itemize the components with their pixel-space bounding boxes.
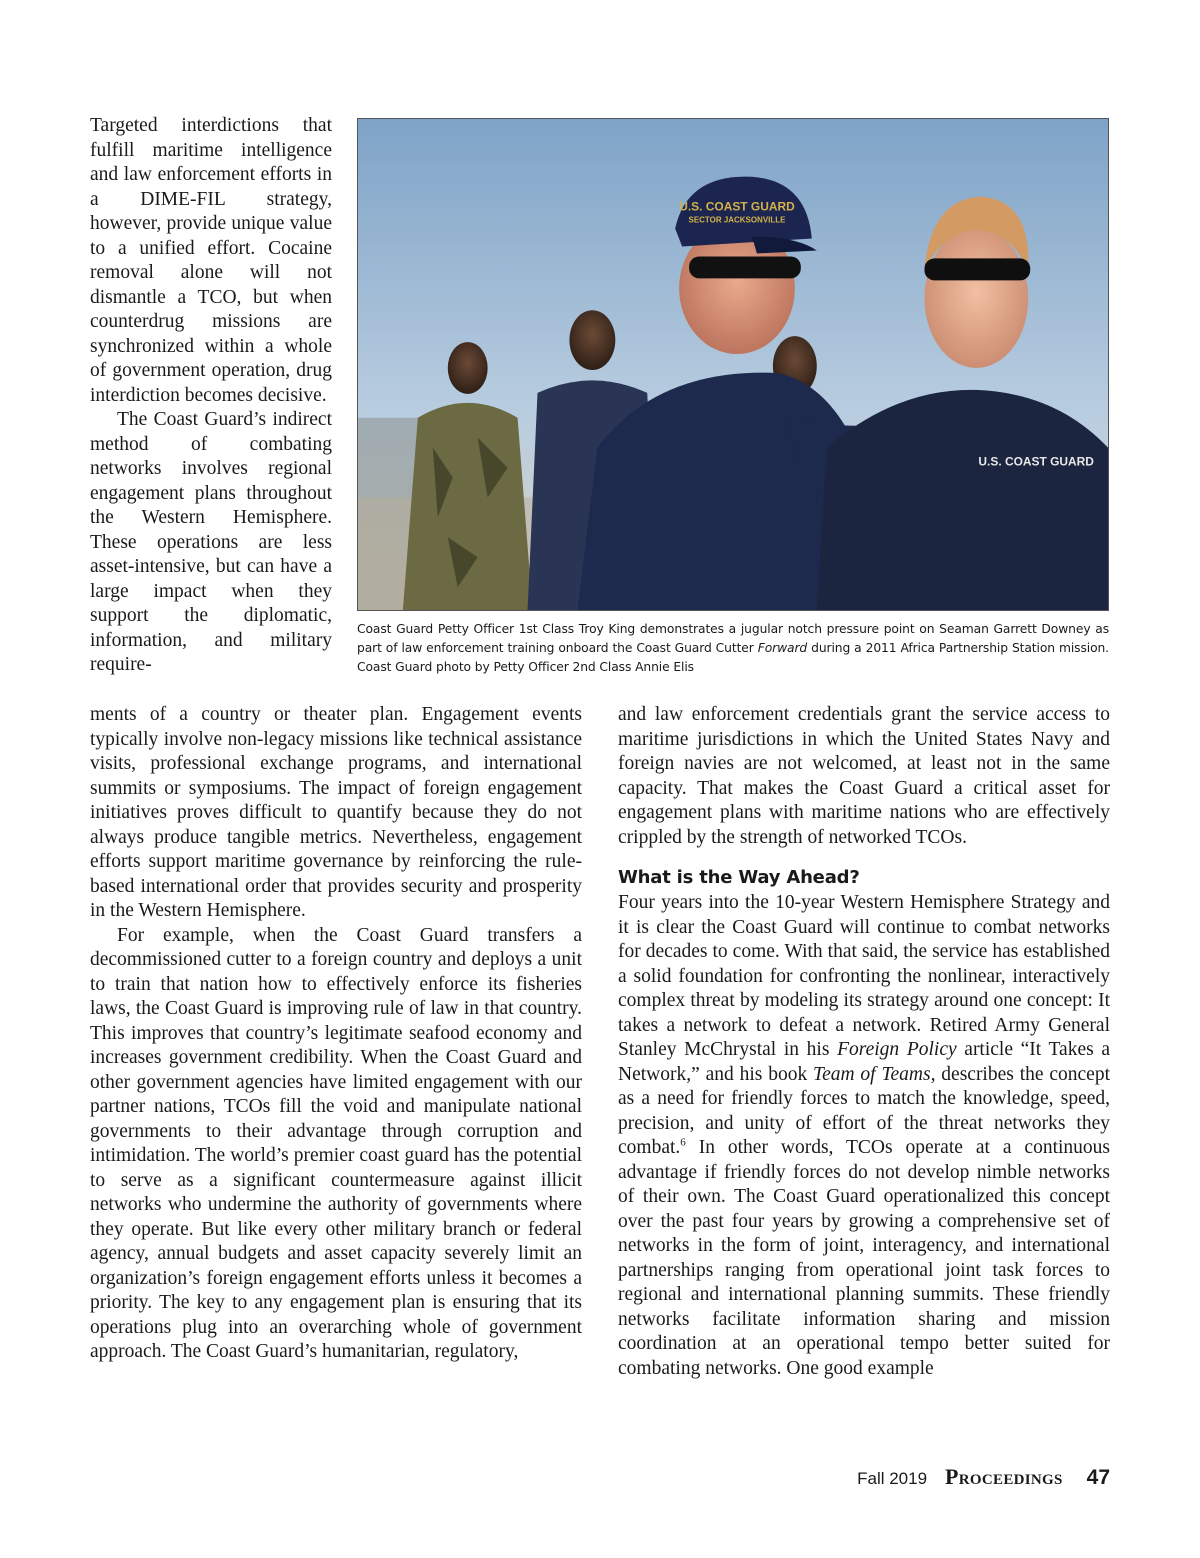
way-ahead-text-a: Four years into the 10-year Western Hemisphere Strategy and it is clear the Coast Guard will continue to combat networks for decades to come. With that said, the service has established a solid foundation for confronting the nonlinear, interactively complex threat by modeling its strategy around one concept: It takes a network to defeat a network. Retired Army General Stanley McChrystal in his: [618, 892, 1110, 1060]
cap-text: U.S. COAST GUARD: [679, 199, 795, 214]
paragraph-for-example: For example, when the Coast Guard transfers a decommissioned cutter to a foreign country and deploys a unit to train that nation how to effectively enforce its fisheries laws, the Coast Guard is improving rule of law in that country. This improves that country’s legitimate seafood economy and increases government credibility. When the Coast Guard and other government agencies have limited engagement with our partner nations, TCOs fill the void and manipulate national governments to their advantage through corruption and intimidation. The world’s premier coast guard has the potential to serve as a significant countermeasure against illicit networks who undermine the authority of governments where they operate. But like every other military branch or federal agency, annual budgets and asset capacity severely limit an organization’s foreign engagement efforts unless it becomes a priority. The key to any engagement plan is ensuring that its operations plug into an overarching whole of government approach. The Coast Guard’s humanitarian, regulatory,: [90, 924, 582, 1362]
paragraph-law-enforcement-credentials: and law enforcement credentials grant the service access to maritime jurisdictions in which the United States Navy and foreign navies are not welcomed, at least not in the same capacity. That makes the Coast Guard a critical asset for engagement plans with maritime nations who are effectively crippled by the strength of networked TCOs.: [618, 704, 1110, 848]
narrow-text-column: [90, 114, 332, 678]
section-heading: What is the Way Ahead?: [618, 867, 860, 888]
paragraph-targeted-interdictions: Targeted interdictions that fulfill maritime intelligence and law enforcement efforts in a DIME-FIL strategy, however, provide unique value to a unified effort. Cocaine removal alone will not dismantle a TCO, but when counterdrug missions are synchronized within a whole of government operation, drug interdiction becomes decisive.: [90, 115, 332, 406]
paragraph-way-ahead: [618, 891, 1110, 1381]
page-number: 47: [1086, 1466, 1110, 1489]
way-ahead-text-d: In other words, TCOs operate at a continuous advantage if friendly forces do not develop nimble networks of their own. The Coast Guard operationalized this concept over the past four years by growing a comprehensive set of networks in the form of joint, interagency, and international partnerships ranging from operational joint task forces to regional and international planning summits. These friendly networks facilitate information sharing and mission coordination at an operational tempo better suited for combating networks. One good example: [618, 1137, 1110, 1379]
team-of-teams-title: Team of Teams,: [813, 1063, 936, 1085]
cap-subtext: SECTOR JACKSONVILLE: [688, 215, 786, 225]
paragraph-indirect-method: The Coast Guard’s indirect method of combating networks involves regional engagement plans throughout the Western Hemisphere. These operations are less asset-intensive, but can have a large impact when they support the diplomatic, information, and military require-: [90, 409, 332, 675]
photo-illustration: [358, 119, 1108, 610]
caption-text-a: Coast Guard Petty Officer 1st Class Troy King demonstrates a jugular notch pressure point on Seaman Garrett Downey as part of law enforcement training onboard the Coast Guard Cutter: [357, 622, 1109, 655]
photo-caption: [357, 620, 1109, 677]
issue-date: Fall 2019: [857, 1469, 928, 1488]
magazine-name: Proceedings: [945, 1464, 1063, 1489]
paragraph-engagement-events: ments of a country or theater plan. Engagement events typically involve non-legacy missions like technical assistance visits, professional exchange programs, and international summits or symposiums. The impact of foreign engagement initiatives proves difficult to quantify because they do not always produce tangible metrics. Nevertheless, engagement efforts support maritime governance by reinforcing the rule-based international order that provides security and prosperity in the Western Hemisphere.: [90, 704, 582, 921]
shirt-text: U.S. COAST GUARD: [978, 454, 1094, 469]
footnote-ref[interactable]: 6: [680, 1136, 686, 1149]
caption-text-b: during a 2011 Africa Partnership Station mission. Coast Guard photo by Petty Officer 2nd Class Annie Elis: [357, 641, 1109, 674]
right-text-column: [618, 703, 1110, 1381]
way-ahead-text-b: article “It Takes a Network,” and his book: [618, 1039, 1111, 1085]
article-photo: [357, 118, 1109, 611]
caption-ship-name: Forward: [757, 641, 808, 655]
page-footer: [857, 1464, 1110, 1494]
way-ahead-text-c: describes the concept as a need for friendly forces to match the knowledge, speed, precision, and unity of effort of the threat networks they combat.: [618, 1063, 1110, 1158]
foreign-policy-title: Foreign Policy: [837, 1039, 957, 1060]
left-text-column: [90, 703, 582, 1365]
